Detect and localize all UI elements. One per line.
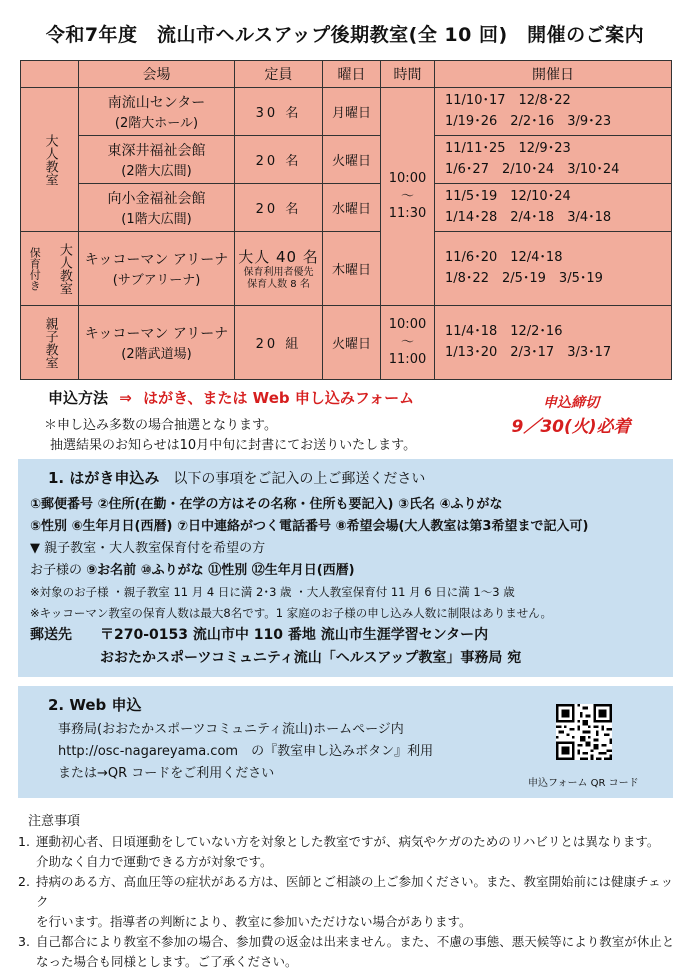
mail-address: 郵送先 〒270-0153 流山市中 110 番地 流山市生涯学習センター内 [30,627,489,643]
header-weekday: 曜日 [323,61,381,88]
web-section [18,686,673,798]
group-parent-child: 親子教室 [21,306,79,380]
weekday: 火曜日 [323,136,381,184]
time-range-1: 10:00 〜 11:30 [381,88,435,306]
dates: 11/4･18 12/2･16 1/13･20 2/3･17 3/3･17 [435,306,672,380]
weekday: 月曜日 [323,88,381,136]
qr-code-icon[interactable] [556,704,612,760]
child-items: お子様の ⑨お名前 ⑩ふりがな ⑪性別 ⑫生年月日(西暦) [30,563,355,578]
capacity: 30 名 [235,88,323,136]
venue-name: 南流山センター [107,95,206,111]
table-row [21,184,672,232]
weekday: 火曜日 [323,306,381,380]
capacity: 20 名 [235,184,323,232]
venue-room: (2階大広間) [121,164,192,179]
web-heading: 2. Web 申込 [48,696,142,714]
table-row [21,306,672,380]
schedule-table [20,60,672,380]
qr-label: 申込フォーム QR コード [528,778,639,789]
table-header-row [21,61,672,88]
dates: 11/10･17 12/8･22 1/19･26 2/2･16 3/9･23 [435,88,672,136]
venue-room: (1階大広間) [121,212,192,227]
apply-label: 申込方法 [48,389,109,407]
required-items-1: ①郵便番号 ②住所(在勤・在学の方はその名称・住所も要記入) ③氏名 ④ふりがな [30,497,503,512]
venue-name: キッコーマン アリーナ [84,252,229,268]
list-item: 2. 持病のある方、高血圧等の症状がある方は、医師とご相談の上ご参加ください。また、教室開始前には健康チェック を行います。指導者の判断により、教室に参加いただけない場合があります。 [18,874,674,929]
venue-room: (2階武道場) [121,347,192,362]
dates: 11/11･25 12/9･23 1/6･27 2/10･24 3/10･24 [435,136,672,184]
dates: 11/5･19 12/10･24 1/14･28 2/4･18 3/4･18 [435,184,672,232]
weekday: 水曜日 [323,184,381,232]
list-item: 3. 自己都合により教室不参加の場合、参加費の返金は出来ません。また、不慮の事態、悪天候等により教室が休止と なった場合も同様とします。ご了承ください。 [18,934,675,969]
venue-room: (サブアリーナ) [112,273,201,288]
childcare-capacity-note: ※キッコーマン教室の保育人数は最大8名です。1 家庭のお子様の申し込み人数に制限はありません。 [30,606,552,620]
mail-recipient: おおたかスポーツコミュニティ流山「ヘルスアップ教室」事務局 宛 [100,650,522,666]
venue-name: キッコーマン アリーナ [84,326,229,342]
table-row [21,88,672,136]
web-line-1: 事務局(おおたかスポーツコミュニティ流山)ホームページ内 [58,722,404,737]
table-row [21,232,672,306]
result-note: 抽選結果のお知らせは10月中旬に封書にてお送りいたします。 [50,438,417,453]
weekday: 木曜日 [323,232,381,306]
deadline-badge: 申込締切 9／30(火)必着 [511,395,631,437]
header-time: 時間 [381,61,435,88]
website-link[interactable]: http://osc-nagareyama.com [58,744,239,759]
arrow-right-icon: ⇒ [119,389,132,407]
header-venue: 会場 [79,61,235,88]
lottery-note: ＊申し込み多数の場合抽選となります。 [44,418,277,433]
header-dates: 開催日 [435,61,672,88]
capacity: 20 名 [235,136,323,184]
web-line-2: http://osc-nagareyama.com の『教室申し込みボタン』利用 [58,744,434,759]
child-heading: ▼ 親子教室・大人教室保育付を希望の方 [30,541,266,556]
caution-list [18,832,678,972]
page-title: 令和7年度 流山市ヘルスアップ後期教室(全 10 回) 開催のご案内 [45,24,645,46]
caution-heading: 注意事項 [28,814,81,829]
web-line-3: または→QR コードをご利用ください [58,766,275,781]
venue-name: 東深井福祉会館 [107,143,206,159]
venue-name: 向小金福祉会館 [107,191,206,207]
required-items-2: ⑤性別 ⑥生年月日(西暦) ⑦日中連絡がつく電話番号 ⑧希望会場(大人教室は第3希望まで記入可) [30,519,589,534]
capacity: 20 組 [235,306,323,380]
apply-method [48,387,414,408]
capacity: 大人 40 名 保育利用者優先 保育人数 8 名 [235,232,323,306]
venue-room: (2階大ホール) [114,116,199,131]
apply-method-text: はがき、または Web 申し込みフォーム [143,389,415,407]
table-row [21,136,672,184]
postcard-heading: 1. はがき申込み 以下の事項をご記入の上ご郵送ください [48,469,426,487]
group-adult: 大人教室 [21,88,79,232]
dates: 11/6･20 12/4･18 1/8･22 2/5･19 3/5･19 [435,232,672,306]
list-item: 1. 運動初心者、日頃運動をしていない方を対象とした教室ですが、病気やケガのためのリハビリとは異なります。 介助なく自力で運動できる方が対象です。 [18,834,660,869]
postcard-section [18,459,673,677]
header-capacity: 定員 [235,61,323,88]
target-child-note: ※対象のお子様 ・親子教室 11 月 4 日に満 2･3 歳 ・大人教室保育付 11 月 6 日に満 1〜3 歳 [30,585,515,599]
time-range-2: 10:00 〜 11:00 [381,306,435,380]
group-adult-childcare: 保育付き 大人教室 [21,232,79,306]
